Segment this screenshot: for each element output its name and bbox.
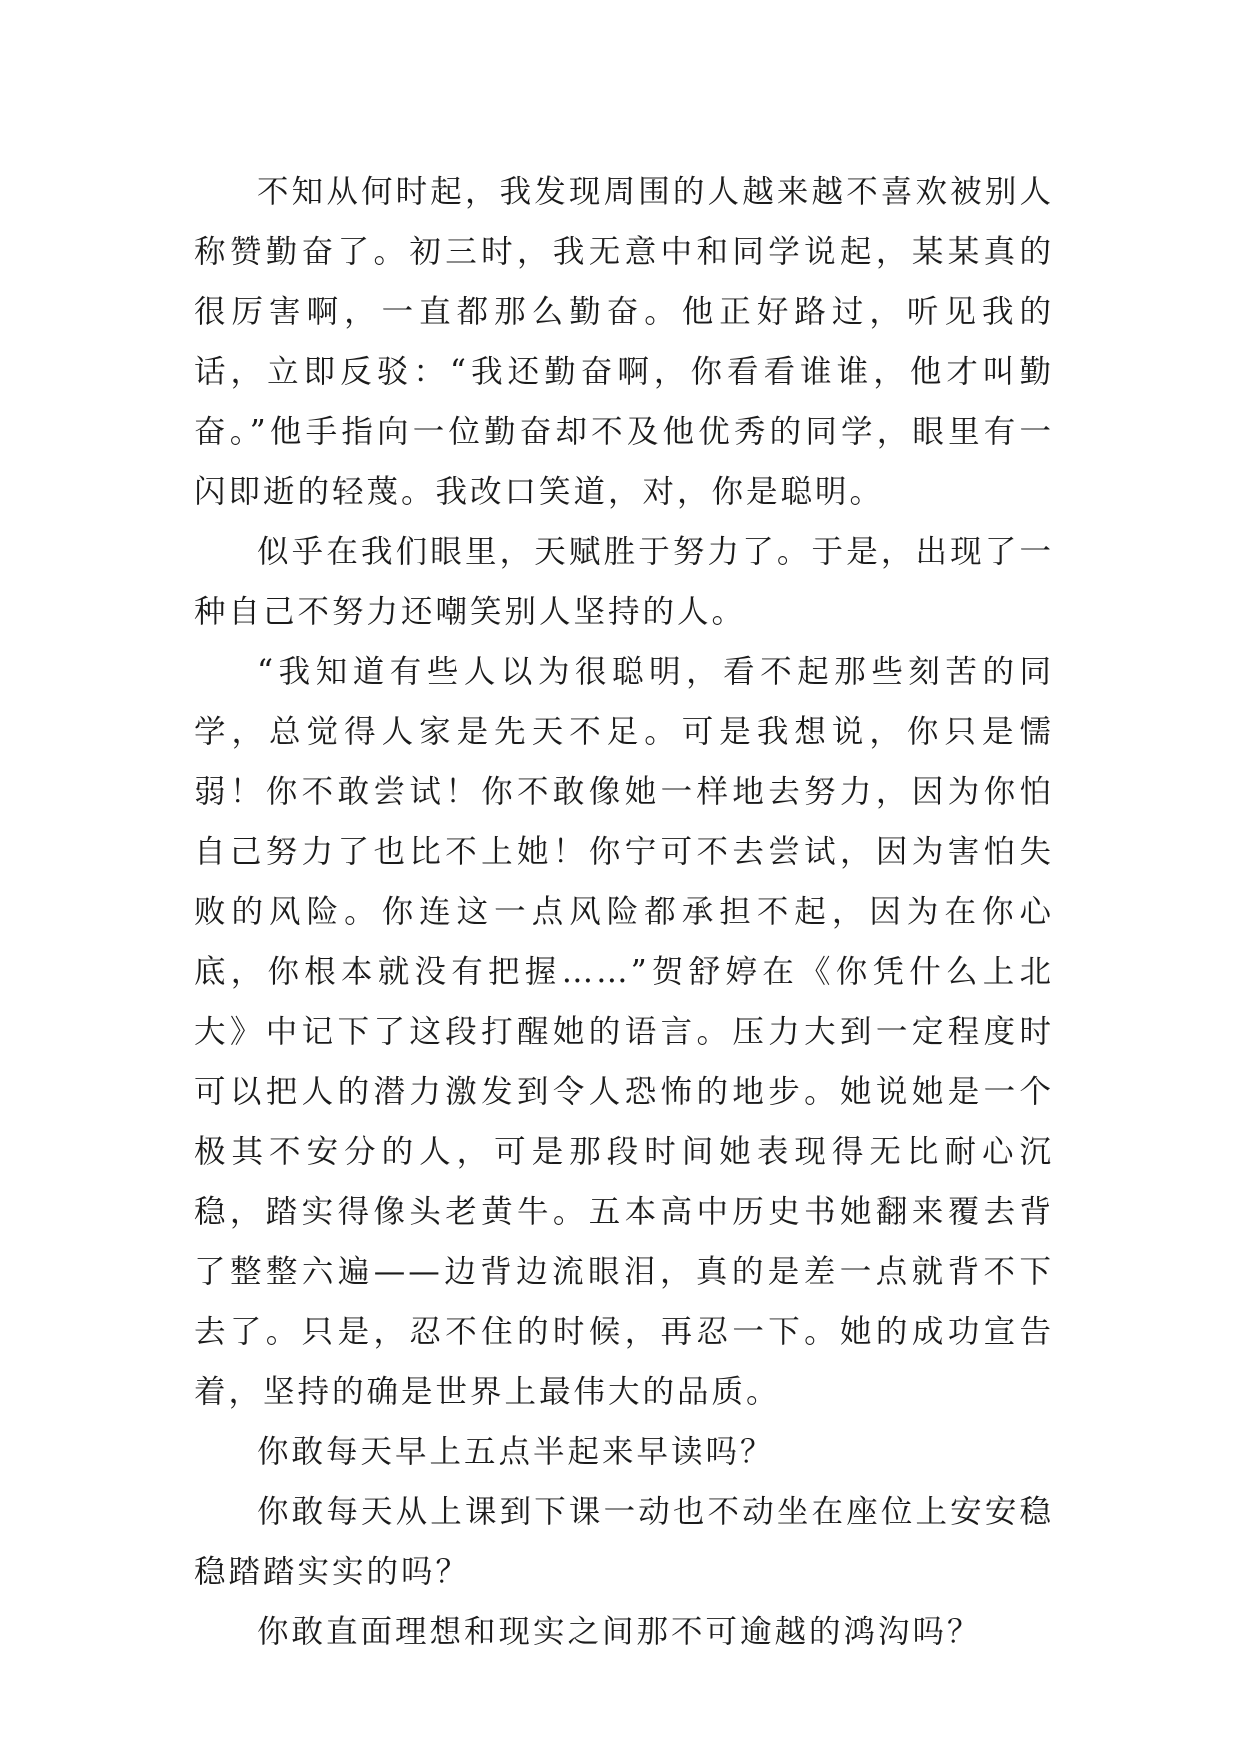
paragraph: 你敢每天从上课到下课一动也不动坐在座位上安安稳稳踏踏实实的吗？ xyxy=(194,1494,1054,1590)
paragraph: 似乎在我们眼里，天赋胜于努力了。于是，出现了一种自己不努力还嘲笑别人坚持的人。 xyxy=(194,534,1054,630)
paragraph: 不知从何时起，我发现周围的人越来越不喜欢被别人称赞勤奋了。初三时，我无意中和同学说起，某某真的很厉害啊，一直都那么勤奋。他正好路过，听见我的话，立即反驳：“我还勤奋啊，你看看谁谁，他才叫勤奋。”他手指向一位勤奋却不及他优秀的同学，眼里有一闪即逝的轻蔑。我改口笑道，对，你是聪明。 xyxy=(194,174,1054,510)
paragraph: “我知道有些人以为很聪明，看不起那些刻苦的同学，总觉得人家是先天不足。可是我想说，你只是懦弱！你不敢尝试！你不敢像她一样地去努力，因为你怕自己努力了也比不上她！你宁可不去尝试，因为害怕失败的风险。你连这一点风险都承担不起，因为在你心底，你根本就没有把握……”贺舒婷在《你凭什么上北大》中记下了这段打醒她的语言。压力大到一定程度时可以把人的潜力激发到令人恐怖的地步。她说她是一个极其不安分的人，可是那段时间她表现得无比耐心沉稳，踏实得像头老黄牛。五本高中历史书她翻来覆去背了整整六遍——边背边流眼泪，真的是差一点就背不下去了。只是，忍不住的时候，再忍一下。她的成功宣告着，坚持的确是世界上最伟大的品质。 xyxy=(194,654,1054,1410)
document-body xyxy=(194,162,1054,1662)
paragraph: 你敢直面理想和现实之间那不可逾越的鸿沟吗？ xyxy=(257,1614,982,1650)
paragraph: 你敢每天早上五点半起来早读吗？ xyxy=(257,1434,775,1470)
